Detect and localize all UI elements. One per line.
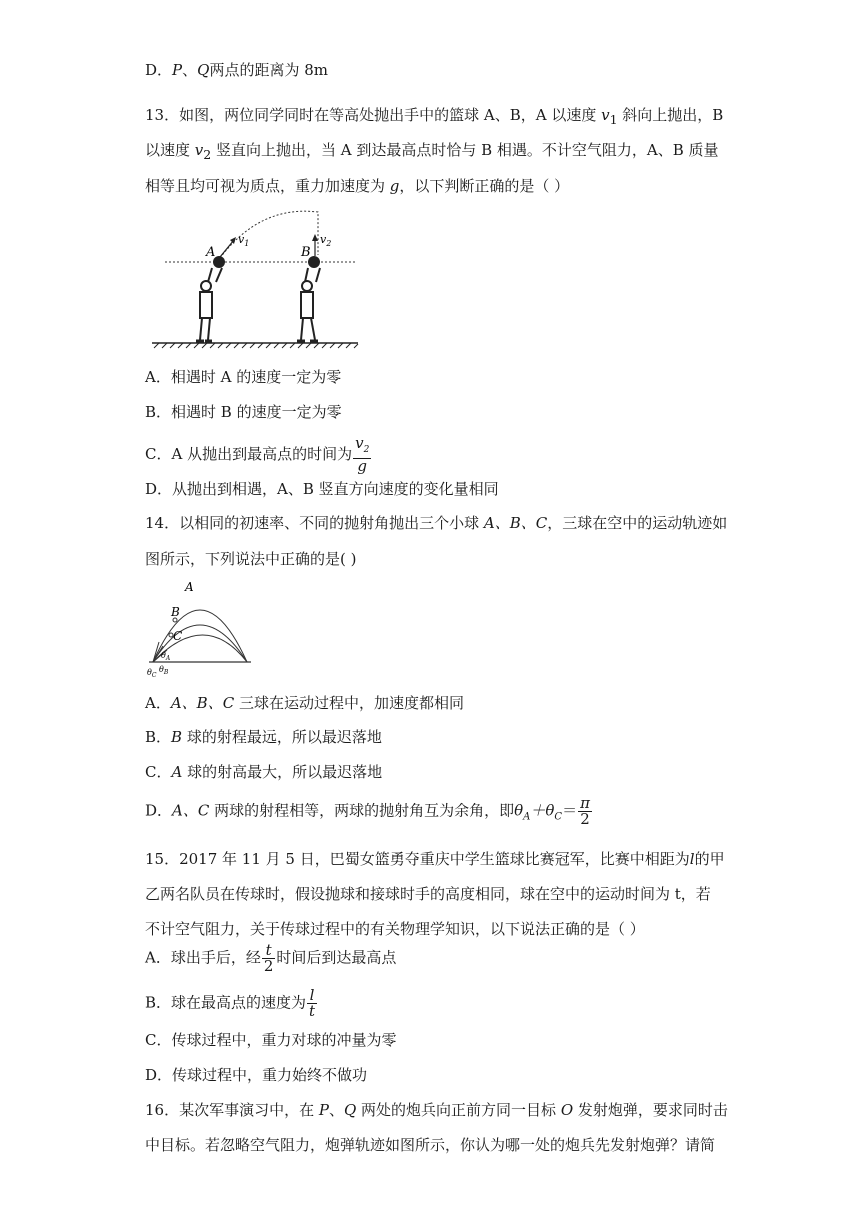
q15-stem-line3: 不计空气阻力，关于传球过程中的有关物理学知识，以下说法正确的是（ ）: [145, 920, 645, 938]
plus-theta: ＋θ: [530, 801, 555, 820]
label-a: A: [185, 580, 194, 594]
sub-a: A: [523, 811, 531, 823]
q14-option-d: [145, 796, 593, 828]
var-v1: v: [601, 106, 610, 124]
fraction-v2-over-g: $\frac{v_2}{g}$: [355, 434, 370, 475]
stem-text: 竖直向上抛出，当 A 到达最高点时恰与 B 相遇。不计空气阻力，A、B 质量: [211, 141, 719, 159]
q12-option-d: [145, 60, 328, 80]
arrowhead-v2: [312, 234, 318, 241]
equals: ＝: [562, 801, 578, 820]
separator: 、: [182, 61, 198, 79]
option-text: A．球出手后，经: [145, 948, 261, 967]
theta-b: $\theta_B$: [159, 665, 169, 676]
option-prefix: A．: [145, 694, 171, 712]
point-q: Q: [197, 61, 210, 79]
point-o: O: [560, 1101, 574, 1119]
fraction-t-over-2: $\frac{t}{2}$: [263, 941, 274, 975]
stem-text: ，以下判断正确的是（ ）: [399, 177, 570, 195]
stem-text: 的甲: [694, 850, 725, 868]
stem-text: 14．以相同的初速率、不同的抛射角抛出三个小球: [145, 514, 484, 532]
arrow-v1: [220, 240, 234, 257]
theta-c: $\theta_C$: [147, 668, 157, 678]
stem-text: 斜向上抛出，B: [617, 106, 724, 124]
option-text: 两点的距离为 8m: [209, 61, 328, 79]
person-a: [196, 268, 222, 341]
option-text: C．A 从抛出到最高点的时间为: [145, 445, 353, 463]
option-text: 球的射程最远，所以最迟落地: [182, 728, 382, 746]
option-prefix: C．: [145, 763, 172, 781]
option-text: 球的射高最大，所以最迟落地: [182, 763, 383, 781]
option-prefix: D．: [145, 801, 173, 820]
stem-text: 发射炮弹，要求同时击: [573, 1101, 728, 1119]
q15-stem-line1: [145, 849, 725, 869]
q15-option-b: [145, 988, 318, 1019]
option-prefix: D．: [145, 61, 173, 79]
q13-option-b: B．相遇时 B 的速度一定为零: [145, 403, 342, 421]
option-italic: A: [171, 763, 183, 781]
option-text: 时间后到达最高点: [276, 948, 397, 967]
sub-2: 2: [203, 147, 212, 162]
q14-option-c: [145, 762, 382, 782]
q13-option-d: D．从抛出到相遇，A、B 竖直方向速度的变化量相同: [145, 480, 499, 498]
label-b: B: [301, 245, 311, 260]
label-a: A: [206, 245, 216, 260]
label-v1: $v_1$: [238, 233, 250, 248]
label-v2: $v_2$: [320, 233, 332, 248]
point-p: P: [172, 61, 183, 79]
theta-a: $\theta_A$: [161, 651, 171, 662]
stem-text: 15．2017 年 11 月 5 日，巴蜀女篮勇夺重庆中学生篮球比赛冠军，比赛中相距为: [145, 850, 690, 868]
q15-option-a: [145, 943, 396, 974]
q14-option-b: [145, 727, 382, 747]
option-italic: A、B、C: [170, 694, 235, 712]
sub-1: 1: [609, 112, 618, 127]
q13-option-c: [145, 436, 372, 474]
stem-text: 以速度: [145, 141, 195, 159]
option-text: B．球在最高点的速度为: [145, 993, 307, 1012]
theta: θ: [514, 801, 524, 820]
q15-option-d: D．传球过程中，重力始终不做功: [145, 1066, 368, 1084]
q13-figure: [150, 200, 360, 350]
separator: 、: [328, 1101, 344, 1119]
sub-c: C: [554, 811, 563, 823]
q13-stem-line1: [145, 105, 723, 130]
q16-stem-line2: 中目标。若忽略空气阻力，炮弹轨迹如图所示，你认为哪一处的炮兵先发射炮弹？请简: [145, 1136, 716, 1154]
q14-figure: [145, 578, 255, 678]
q14-option-a: [145, 693, 464, 713]
option-text: 两球的射程相等，两球的抛射角互为余角，即: [209, 801, 515, 820]
option-italic: A、C: [172, 801, 210, 820]
q15-stem-line2: 乙两名队员在传球时，假设抛球和接球时手的高度相同，球在空中的运动时间为 t，若: [145, 885, 711, 903]
balls-abc: A、B、C: [483, 514, 548, 532]
option-italic: B: [171, 728, 183, 746]
var-l: l: [689, 850, 695, 868]
var-g: g: [389, 177, 400, 195]
option-prefix: B．: [145, 728, 172, 746]
fraction-pi-over-2: $\frac{\pi}{2}$: [580, 794, 590, 828]
label-c: C: [173, 629, 183, 643]
point-q: Q: [343, 1101, 357, 1119]
q13-option-a: A．相遇时 A 的速度一定为零: [145, 368, 342, 386]
stem-text: 相等且均可视为质点，重力加速度为: [145, 177, 390, 195]
var-v2: v: [194, 141, 204, 159]
label-b: B: [171, 605, 180, 619]
stem-text: ，三球在空中的运动轨迹如: [547, 514, 728, 532]
q13-stem-line2: [145, 140, 719, 165]
fraction-l-over-t: $\frac{l}{t}$: [309, 986, 316, 1020]
option-text: 三球在运动过程中，加速度都相同: [234, 694, 464, 712]
q15-option-c: C．传球过程中，重力对球的冲量为零: [145, 1031, 397, 1049]
q14-stem-line2: 图所示，下列说法中正确的是( ): [145, 550, 357, 568]
stem-text: 13．如图，两位同学同时在等高处抛出手中的篮球 A、B，A 以速度: [145, 106, 602, 124]
q13-stem-line3: [145, 176, 569, 196]
q14-stem-line1: [145, 513, 727, 533]
person-b: [297, 268, 320, 341]
stem-text: 16．某次军事演习中，在: [145, 1101, 319, 1119]
stem-text: 两处的炮兵向正前方同一目标: [356, 1101, 561, 1119]
q16-stem-line1: [145, 1100, 728, 1120]
point-p: P: [318, 1101, 329, 1119]
